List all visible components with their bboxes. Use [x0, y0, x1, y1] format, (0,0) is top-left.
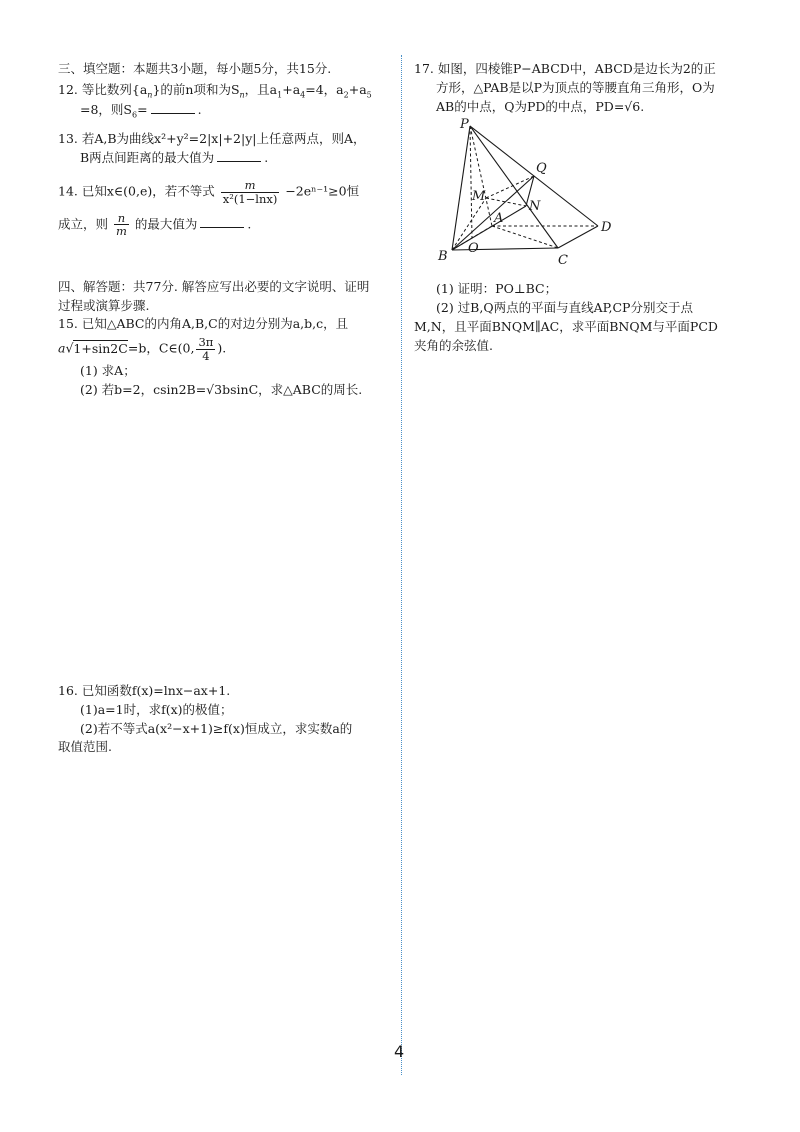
q17-part2-cont1: M,N，且平面BNQM∥AC，求平面BNQM与平面PCD	[414, 318, 718, 334]
question-13	[58, 130, 392, 168]
question-16	[58, 682, 392, 757]
q13-answer-blank[interactable]	[217, 149, 261, 162]
label-B: B	[438, 249, 448, 265]
section-3-title: 三、填空题：本题共3小题，每小题5分，共15分.	[58, 61, 332, 76]
q17-part2: (2) 过B,Q两点的平面与直线AP,CP分别交于点	[436, 300, 693, 315]
label-Q: Q	[536, 161, 547, 177]
q14-fraction	[221, 179, 280, 205]
section-4-title-line1: 四、解答题：共77分. 解答应写出必要的文字说明、证明	[58, 278, 370, 294]
q16-part2: (2)若不等式a(x²−x+1)≥f(x)恒成立，求实数a的	[80, 720, 353, 736]
q17-part2-cont2: 夹角的余弦值.	[414, 337, 493, 353]
q15-line1: 已知△ABC的内角A,B,C的对边分别为a,b,c，且	[81, 316, 349, 332]
q15-line2-a: a	[58, 340, 66, 356]
q14-fraction-2	[114, 212, 129, 238]
q14-answer-blank[interactable]	[200, 215, 244, 228]
q15-line2-b: =b，C∈	[127, 340, 178, 356]
q12-text-f: +a	[348, 81, 367, 97]
label-A: A	[494, 211, 504, 227]
q17-number: 17.	[414, 61, 434, 76]
question-15: 15. 已知△ABC的内角A,B,C的对边分别为a,b,c，且 a√1+sin2C=b，C∈(0, $\frac{3\pi}{4}$ ). (1) 求A； (2) 若b=2，csin2B=√3bsinC，求△ABC的周长.	[58, 315, 392, 400]
q14-frac-num: m	[221, 179, 280, 193]
question-14	[58, 179, 392, 238]
edge-PB	[452, 126, 470, 250]
q14-line2-a: 成立，则	[58, 216, 109, 232]
section-4	[58, 278, 392, 316]
label-C: C	[558, 253, 568, 269]
q15-range-b: ).	[217, 340, 227, 356]
q16-line1: 已知函数f(x)=lnx−ax+1.	[81, 683, 231, 698]
q15-part2: (2) 若b=2，csin2B=√3bsinC，求△ABC的周长.	[80, 382, 363, 398]
q17-line3: AB的中点，Q为PD的中点，PD=√6.	[436, 98, 645, 114]
q15-range-a: (0,	[177, 340, 195, 356]
q17-line2: 方形，△PAB是以P为顶点的等腰直角三角形，O为	[436, 79, 715, 95]
edge-QB	[452, 176, 534, 250]
q12-answer-blank[interactable]	[151, 101, 195, 114]
label-M: M	[472, 189, 486, 205]
q12-line2: =8，则S	[80, 102, 132, 118]
q14-frac2-num: n	[114, 212, 129, 226]
q15-frac-den: 4	[202, 348, 210, 363]
q15-range-fraction	[196, 336, 215, 362]
edge-MQ	[486, 176, 534, 198]
q16-number: 16.	[58, 683, 78, 698]
q17-part1: (1) 证明：PO⊥BC；	[436, 281, 558, 297]
edge-AC	[492, 226, 558, 248]
label-D: D	[601, 220, 612, 236]
q13-line2: B两点间距离的最大值为	[80, 149, 215, 165]
question-17	[414, 60, 746, 355]
q16-part2-cont: 取值范围.	[58, 739, 112, 755]
q12-text-d: +a	[282, 81, 301, 97]
q12-text-b: }的前n项和为S	[152, 81, 240, 97]
section-4-title-line2: 过程或演算步骤.	[58, 297, 150, 313]
q14-frac-den: x²(1−lnx)	[222, 191, 278, 206]
q14-period: .	[247, 216, 252, 232]
right-column	[414, 60, 746, 355]
label-P: P	[460, 118, 469, 133]
q12-text-c: ，且a	[244, 81, 278, 97]
q12-text-a: 等比数列{a	[81, 81, 148, 97]
q13-number: 13.	[58, 130, 78, 146]
q12-number: 12.	[58, 81, 78, 97]
q14-number: 14.	[58, 183, 78, 199]
q12-period: .	[197, 102, 202, 118]
left-column	[58, 60, 392, 755]
q16-part1: (1)a=1时，求f(x)的极值；	[80, 701, 233, 717]
label-N: N	[529, 199, 541, 215]
page-number: 4	[394, 1042, 405, 1061]
q13-line1: 若A,B为曲线x²+y²=2|x|+2|y|上任意两点，则A，	[81, 130, 366, 146]
q12-text-e: =4，a	[305, 81, 344, 97]
q14-text-a: 已知x∈(0,e)，若不等式	[81, 183, 215, 199]
q15-part1: (1) 求A；	[80, 363, 136, 379]
q15-number: 15.	[58, 316, 78, 332]
question-12: 12. 等比数列$\{a_n\}$的前n项和为$S_n$，且$a_1+a_4=4$，$a_2+a_5$ =8，则$S_6=$ .	[58, 81, 372, 120]
pyramid-figure	[434, 118, 624, 278]
q14-text-b: −2eⁿ⁻¹≥0恒	[285, 183, 360, 199]
q17-line1: 如图，四棱锥P−ABCD中，ABCD是边长为2的正	[437, 61, 716, 76]
q13-period: .	[264, 149, 269, 165]
q14-frac2-den: m	[116, 224, 127, 239]
label-O: O	[468, 241, 479, 257]
q12-line2-end: =	[137, 102, 148, 118]
q15-sqrt: 1+sin2C	[73, 340, 128, 356]
q14-line2-b: 的最大值为	[134, 216, 198, 232]
q15-frac-num: 3π	[198, 335, 214, 350]
edge-CD	[558, 226, 598, 248]
column-divider	[401, 55, 402, 1075]
